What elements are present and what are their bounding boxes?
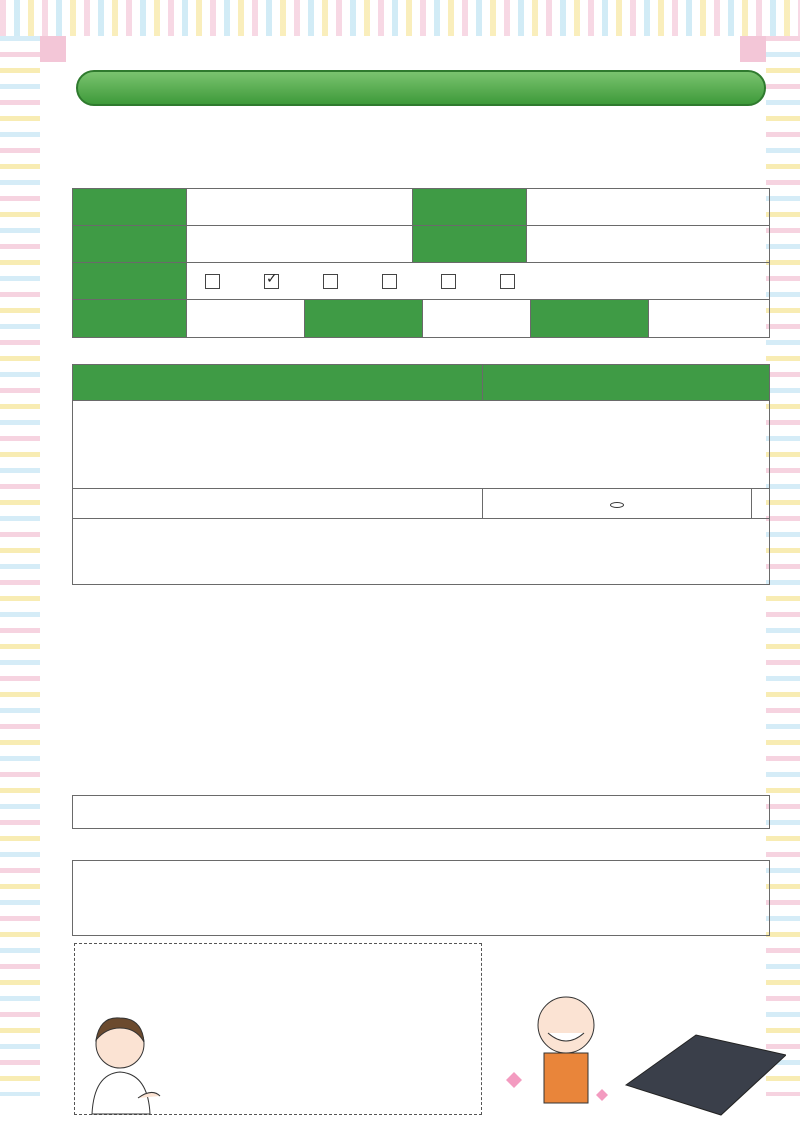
corner-ornament <box>40 36 66 62</box>
staff-label <box>305 300 423 337</box>
section3-answer-field[interactable] <box>72 795 770 829</box>
decorative-top-border <box>0 0 800 36</box>
date-label <box>73 189 187 226</box>
decorative-right-border <box>766 36 800 1096</box>
product-label <box>413 189 527 226</box>
customer-name-field[interactable] <box>187 226 413 263</box>
age-label <box>73 263 187 300</box>
prefecture-field[interactable] <box>649 300 769 337</box>
checkbox[interactable] <box>205 274 220 289</box>
question-1-row <box>73 401 770 489</box>
age-option-60s[interactable] <box>494 274 523 289</box>
carrier-field[interactable] <box>187 300 305 337</box>
event-label <box>413 226 527 263</box>
customer-name-label <box>73 226 187 263</box>
age-option-50s[interactable] <box>435 274 464 289</box>
staff-field[interactable] <box>423 300 531 337</box>
age-option-40s[interactable] <box>376 274 405 289</box>
product-field[interactable] <box>527 189 770 226</box>
survey-title-banner <box>76 70 766 106</box>
date-field[interactable] <box>187 189 413 226</box>
age-options <box>187 263 770 300</box>
operator-illustration <box>78 1010 168 1115</box>
checkbox-checked[interactable] <box>264 274 279 289</box>
customer-info-table <box>72 188 770 338</box>
ad-illustration <box>486 945 786 1120</box>
event-field[interactable] <box>527 226 770 263</box>
answer-yes[interactable] <box>483 489 752 519</box>
answer-no[interactable] <box>752 489 770 519</box>
checkbox[interactable] <box>441 274 456 289</box>
carrier-label <box>73 300 187 338</box>
decorative-left-border <box>0 36 40 1096</box>
checkbox[interactable] <box>382 274 397 289</box>
age-option-20s[interactable] <box>258 274 287 289</box>
checkbox[interactable] <box>323 274 338 289</box>
corner-ornament <box>740 36 766 62</box>
reason-row <box>73 519 770 585</box>
checkbox[interactable] <box>500 274 515 289</box>
age-option-10s[interactable] <box>199 274 228 289</box>
section4-answer-field[interactable] <box>72 860 770 936</box>
evaluation-table <box>72 364 770 585</box>
prefecture-label <box>531 300 649 337</box>
item-column-header <box>73 365 483 401</box>
reason-label <box>73 519 769 523</box>
question-8-row <box>73 489 483 519</box>
age-option-30s[interactable] <box>317 274 346 289</box>
